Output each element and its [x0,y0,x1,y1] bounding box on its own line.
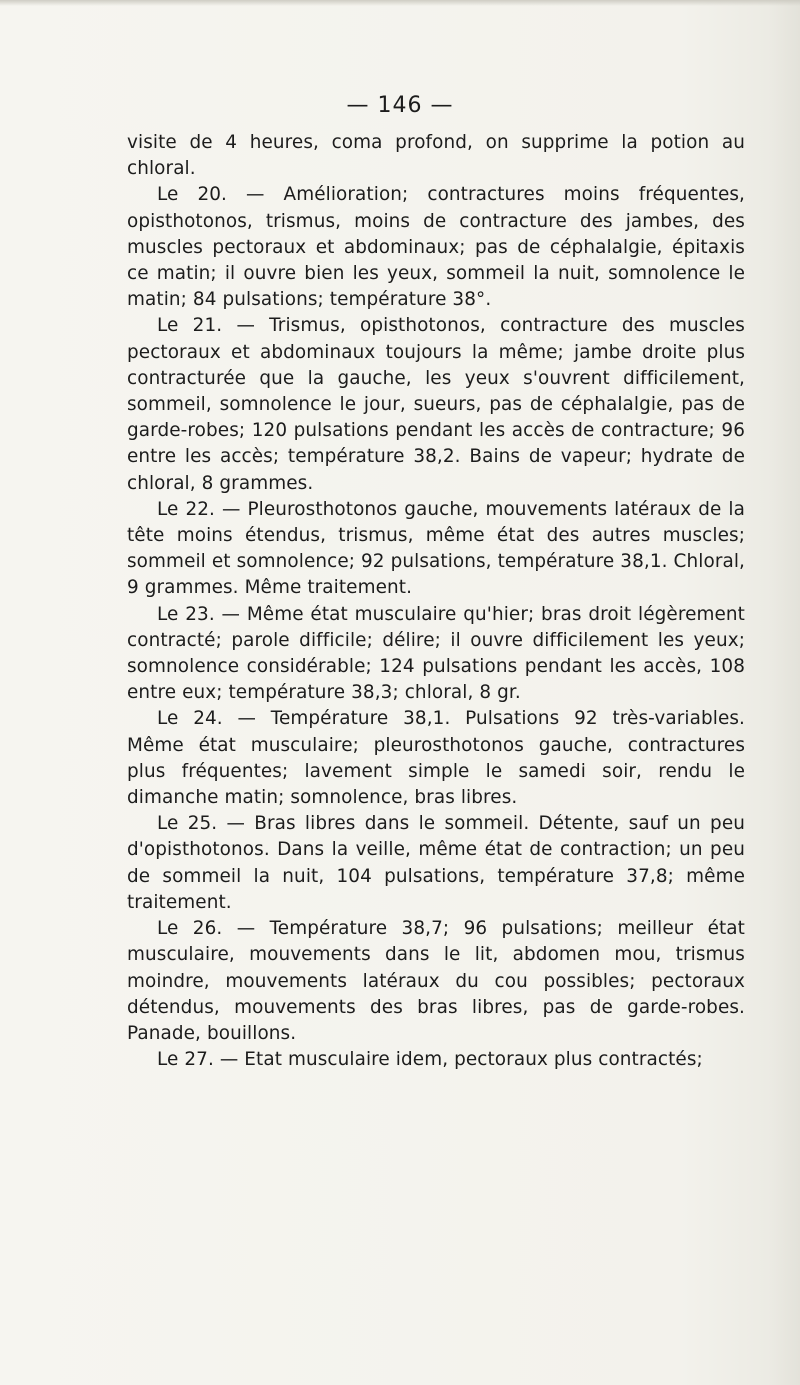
paragraph-continuation: visite de 4 heures, coma profond, on supprime la potion au chloral. [127,132,745,180]
body-text [127,130,745,1073]
paragraph-day-20: Le 20. — Amélioration; contractures moins fréquentes, opisthotonos, trismus, moins de contracture des jambes, des muscles pectoraux et abdominaux; pas de céphalalgie, épitaxis ce matin; il ouvre bien les yeux, sommeil la nuit, somnolence le matin; 84 pulsations; température 38°. [127,184,745,311]
page-number: — 146 — [346,93,454,118]
paragraph-day-25: Le 25. — Bras libres dans le sommeil. Détente, sauf un peu d'opisthotonos. Dans la veille, même état de contraction; un peu de sommeil la nuit, 104 pulsations, température 37,8; même traitement. [127,813,745,913]
page-edge-shadow [0,0,800,6]
paragraph-day-23: Le 23. — Même état musculaire qu'hier; bras droit légèrement contracté; parole difficile; délire; il ouvre difficilement les yeux; somnolence considérable; 124 pulsations pendant les accès, 108 entre eux; température 38,3; chloral, 8 gr. [127,603,745,704]
paragraph-day-24: Le 24. — Température 38,1. Pulsations 92 très-variables. Même état musculaire; pleurosthotonos gauche, contractures plus fréquentes; lavement simple le samedi soir, rendu le dimanche matin; somnolence, bras libres. [127,708,745,809]
paragraph-day-22: Le 22. — Pleurosthotonos gauche, mouvements latéraux de la tête moins étendus, trismus, même état des autres muscles; sommeil et somnolence; 92 pulsations, température 38,1. Chloral, 9 grammes. Même traitement. [127,498,745,599]
paragraph-day-21: Le 21. — Trismus, opisthotonos, contracture des muscles pectoraux et abdominaux toujours la même; jambe droite plus contracturée que la gauche, les yeux s'ouvrent difficilement, sommeil, somnolence le jour, sueurs, pas de céphalalgie, pas de garde-robes; 120 pulsations pendant les accès de contracture; 96 entre les accès; température 38,2. Bains de vapeur; hydrate de chloral, 8 grammes. [127,315,745,494]
paragraph-day-27: Le 27. — Etat musculaire idem, pectoraux plus contractés; [157,1049,703,1071]
paragraph-day-26: Le 26. — Température 38,7; 96 pulsations; meilleur état musculaire, mouvements dans le lit, abdomen mou, trismus moindre, mouvements latéraux du cou possibles; pectoraux détendus, mouvements des bras libres, pas de garde-robes. Panade, bouillons. [127,918,745,1044]
